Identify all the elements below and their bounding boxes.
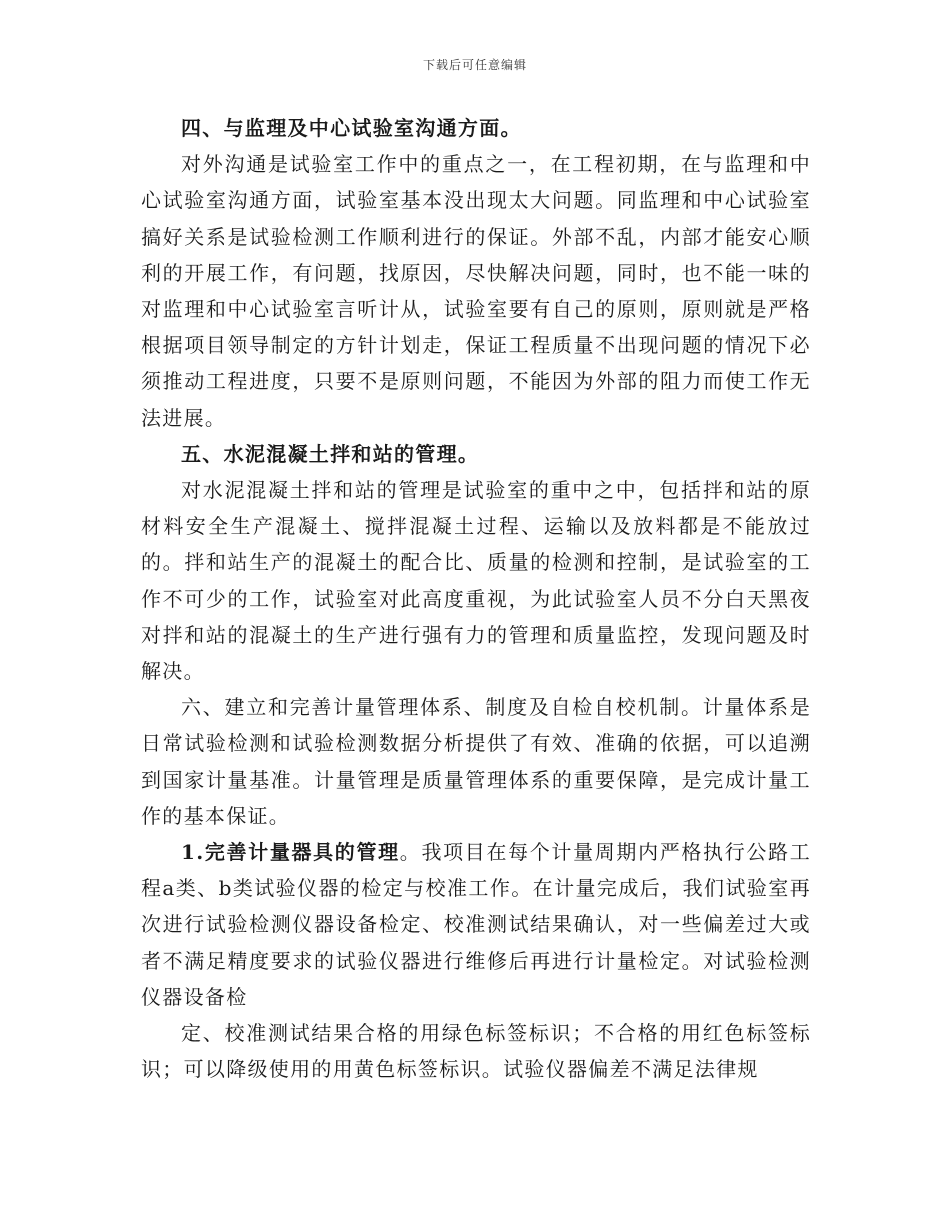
section-5-heading: 五、水泥混凝土拌和站的管理。 xyxy=(181,441,480,466)
item-1-text: 。我项目在每个计量周期内严格执行公路工程a类、b类试验仪器的检定与校准工作。在计量完成后，我们试验室再次进行试验检测仪器设备检定、校准测试结果确认，对一些偏差过大或者不满足精度要求的试验仪器进行维修后再进行计量检定。对试验检测仪器设备检 xyxy=(141,840,811,1009)
section-4-paragraph: 对外沟通是试验室工作中的重点之一，在工程初期，在与监理和中心试验室沟通方面，试验室基本没出现太大问题。同监理和中心试验室搞好关系是试验检测工作顺利进行的保证。外部不乱，内部才能安心顺利的开展工作，有问题，找原因，尽快解决问题，同时，也不能一味的对监理和中心试验室言听计从，试验室要有自己的原则，原则就是严格根据项目领导制定的方针计划走，保证工程质量不出现问题的情况下必须推动工程进度，只要不是原则问题，不能因为外部的阻力而使工作无法进展。 xyxy=(141,152,811,430)
document-body xyxy=(141,110,811,1087)
item-1-lead: 1.完善计量器具的管理 xyxy=(181,840,400,865)
section-6-paragraph: 六、建立和完善计量管理体系、制度及自检自校机制。计量体系是日常试验检测和试验检测数据分析提供了有效、准确的依据，可以追溯到国家计量基准。计量管理是质量管理体系的重要保障，是完成计量工作的基本保证。 xyxy=(141,695,811,828)
header-note: 下载后可任意编辑 xyxy=(422,58,527,72)
item-1-paragraph xyxy=(141,834,811,1015)
section-4-heading: 四、与监理及中心试验室沟通方面。 xyxy=(181,116,522,140)
section-5-paragraph: 对水泥混凝土拌和站的管理是试验室的重中之中，包括拌和站的原材料安全生产混凝土、搅拌混凝土过程、运输以及放料都是不能放过的。拌和站生产的混凝土的配合比、质量的检测和控制，是试验室的工作不可少的工作，试验室对此高度重视，为此试验室人员不分白天黑夜对拌和站的混凝土的生产进行强有力的管理和质量监控，发现问题及时解决。 xyxy=(141,478,811,684)
item-1-continuation: 定、校准测试结果合格的用绿色标签标识；不合格的用红色标签标识；可以降级使用的用黄色标签标识。试验仪器偏差不满足法律规 xyxy=(141,1021,811,1082)
